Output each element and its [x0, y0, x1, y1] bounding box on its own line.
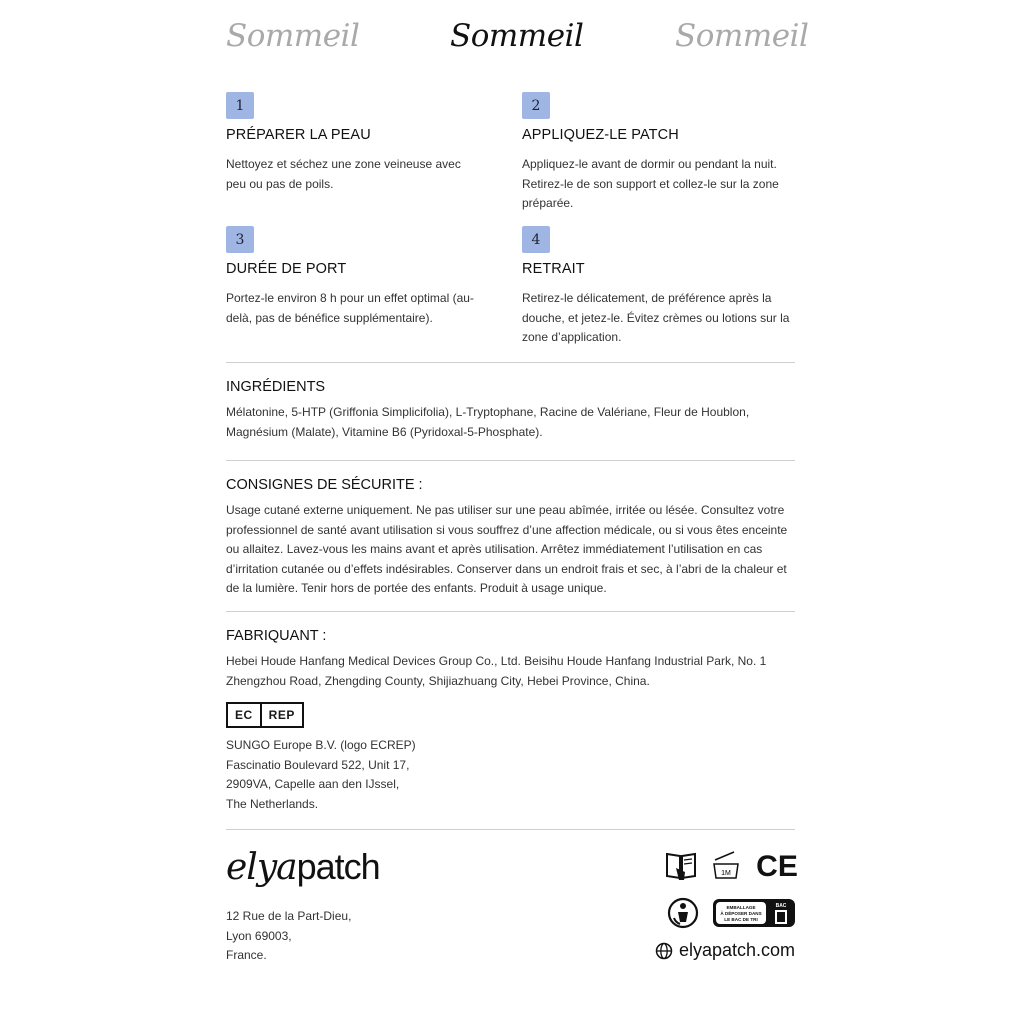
title-left: Sommeil	[226, 18, 360, 54]
address-line: France.	[226, 948, 267, 962]
logo-part-bold: patch	[296, 846, 380, 887]
step-3	[226, 226, 506, 328]
pao-label: 1M	[721, 870, 731, 877]
step-title: DURÉE DE PORT	[226, 261, 347, 277]
ec-rep-address	[226, 736, 795, 814]
step-number-badge: 4	[522, 226, 550, 253]
title-row	[226, 18, 809, 62]
step-1	[226, 92, 506, 194]
ec-rep-line: 2909VA, Capelle aan den IJssel,	[226, 777, 400, 791]
triman-text-line: EMBALLAGE	[726, 905, 756, 910]
manufacturer-title: FABRIQUANT :	[226, 628, 327, 644]
address-line: 12 Rue de la Part-Dieu,	[226, 909, 352, 923]
step-number-badge: 3	[226, 226, 254, 253]
ingredients-title: INGRÉDIENTS	[226, 379, 326, 395]
step-text: Appliquez-le avant de dormir ou pendant la nuit. Retirez-le de son support et collez-le sur la zone préparée.	[522, 157, 779, 210]
globe-icon	[655, 942, 673, 960]
sorting-info-icon	[712, 896, 796, 930]
step-title: RETRAIT	[522, 261, 585, 277]
ec-rep-right: REP	[268, 708, 295, 722]
period-after-opening-icon	[710, 848, 742, 882]
address-line: Lyon 69003,	[226, 928, 292, 943]
regulatory-icons-bottom	[666, 896, 796, 930]
safety-title: CONSIGNES DE SÉCURITE :	[226, 477, 423, 493]
ce-mark-icon	[754, 848, 800, 882]
step-title: APPLIQUEZ-LE PATCH	[522, 127, 679, 143]
triman-text-line: LE BAC DE TRI	[724, 917, 758, 922]
triman-text-line: À DÉPOSER DANS	[720, 911, 762, 916]
website-url[interactable]: elyapatch.com	[678, 940, 795, 960]
title-center: Sommeil	[450, 18, 584, 54]
instructions-book-icon	[664, 848, 698, 882]
step-text: Nettoyez et séchez une zone veineuse avec peu ou pas de poils.	[226, 157, 461, 191]
step-text: Portez-le environ 8 h pour un effet optimal (au-delà, pas de bénéfice supplémentaire).	[226, 291, 474, 325]
ec-rep-line: SUNGO Europe B.V. (logo ECREP)	[226, 738, 416, 752]
step-title: PRÉPARER LA PEAU	[226, 127, 371, 143]
divider	[226, 829, 795, 830]
step-number-badge: 2	[522, 92, 550, 119]
manufacturer-section	[226, 628, 795, 691]
ec-rep-line: The Netherlands.	[226, 796, 319, 811]
step-4	[522, 226, 802, 348]
ec-rep-line: Fascinatio Boulevard 522, Unit 17,	[226, 757, 410, 772]
ce-mark-text: CE	[756, 850, 798, 882]
step-text: Retirez-le délicatement, de préférence après la douche, et jetez-le. Évitez crèmes ou lotions sur la zone d’application.	[522, 291, 790, 344]
logo-part-light: elya	[226, 847, 297, 888]
title-right: Sommeil	[675, 18, 809, 54]
divider	[226, 611, 795, 612]
ingredients-text: Mélatonine, 5-HTP (Griffonia Simplicifolia), L-Tryptophane, Racine de Valériane, Fleur de Houblon, Magnésium (Malate), Vitamine B6 (Pyridoxal-5-Phosphate).	[226, 405, 750, 439]
ingredients-section	[226, 379, 795, 442]
website-link[interactable]	[655, 940, 795, 961]
divider	[226, 362, 795, 363]
safety-section	[226, 477, 795, 599]
brand-logo	[226, 846, 380, 888]
manufacturer-text: Hebei Houde Hanfang Medical Devices Group Co., Ltd. Beisihu Houde Hanfang Industrial Park, No. 1 Zhengzhou Road, Zhengding County, Shijiazhuang City, Hebei Province, China.	[226, 654, 767, 688]
triman-badge: BAC	[775, 903, 787, 909]
safety-text: Usage cutané externe uniquement. Ne pas utiliser sur une peau abîmée, irritée ou lésée. Consultez votre professionnel de santé avant utilisation si vous souffrez d’une affection médicale, ou si vous êtes enceinte ou allaitez. Lavez-vous les mains avant et après utilisation. Arrêtez immédiatement l’utilisation en cas d’irritation cutanée ou d’effets indésirables. Conserver dans un endroit frais et sec, à l’abri de la chaleur et de la lumière. Tenir hors de portée des enfants. Produit à usage unique.	[226, 503, 788, 595]
step-number-badge: 1	[226, 92, 254, 119]
ec-rep-symbol	[226, 702, 304, 728]
triman-recycling-icon	[666, 896, 700, 930]
divider	[226, 460, 795, 461]
regulatory-icons-top	[664, 848, 800, 882]
ec-rep-left: EC	[228, 704, 262, 726]
step-2	[522, 92, 802, 214]
